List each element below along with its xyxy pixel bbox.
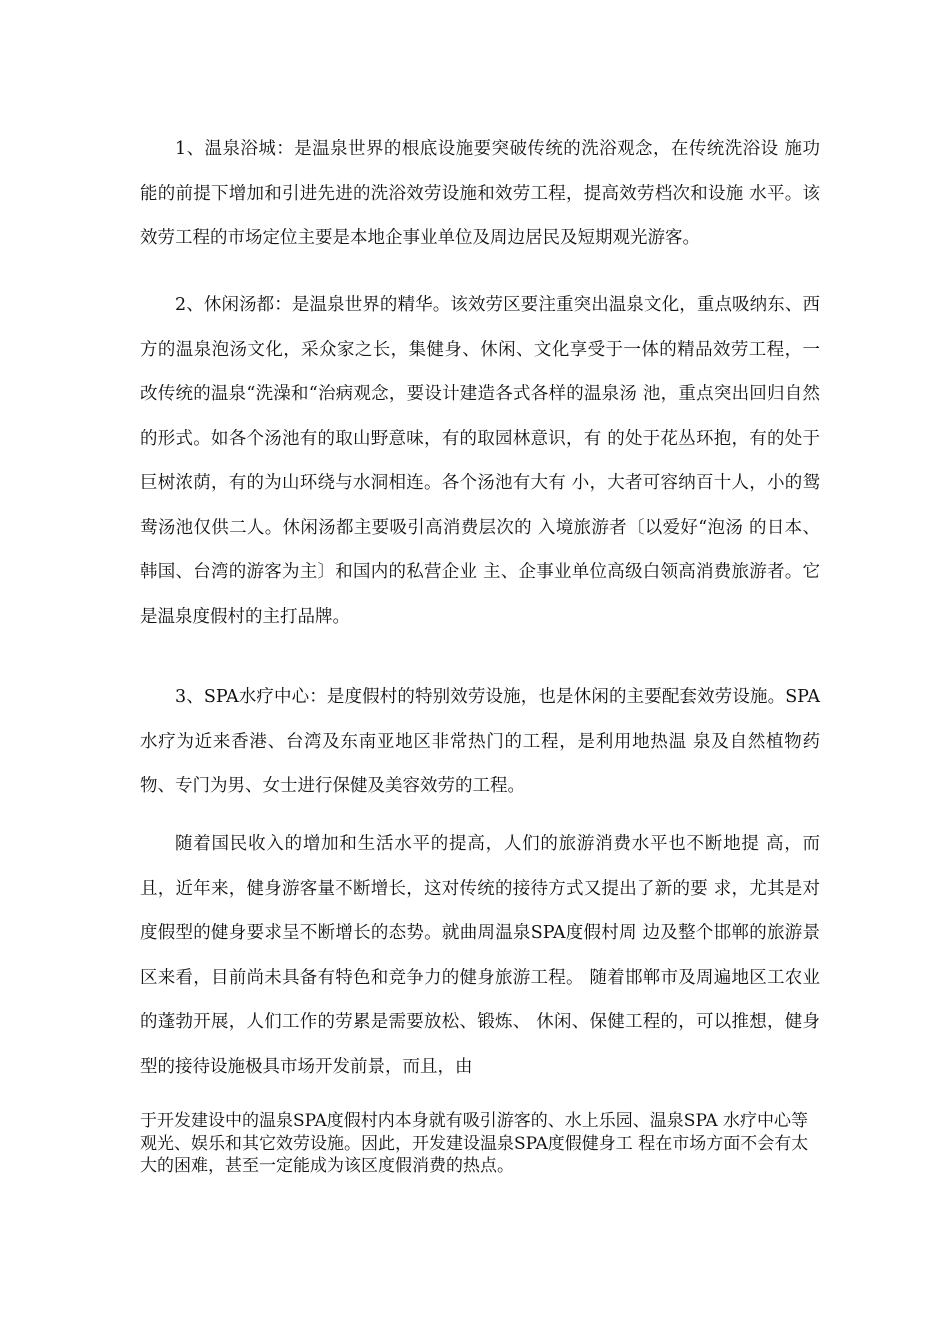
paragraph-market-conclusion: 于开发建设中的温泉SPA度假村内本身就有吸引游客的、水上乐园、温泉SPA 水疗中心等观光、娱乐和其它效劳设施。因此，开发建设温泉SPA度假健身工 程在市场方面不会有太大的困难，甚至一定能成为该区度假消费的热点。 <box>140 1111 809 1176</box>
paragraph-hot-spring-bath-city: 1、温泉浴城：是温泉世界的根底设施要突破传统的洗浴观念，在传统洗浴设 施功能的前提下增加和引进先进的洗浴效劳设施和效劳工程，提高效劳档次和设施 水平。该效劳工程的市场定位主要是本地企事业单位及周边居民及短期观光游客。 <box>140 139 820 248</box>
paragraph-leisure-spa-capital: 2、休闲汤都：是温泉世界的精华。该效劳区要注重突出温泉文化，重点吸纳东、西方的温泉泡汤文化，采众家之长，集健身、休闲、文化享受于一体的精品效劳工程，一改传统的温泉“洗澡和“治病观念，要设计建造各式各样的温泉汤 池，重点突出回归自然的形式。如各个汤池有的取山野意味，有的取园林意识，有 的处于花丛环抱，有的处于巨树浓荫，有的为山环绕与水洞相连。各个汤池有大有 小，大者可容纳百十人，小的鸳鸯汤池仅供二人。休闲汤都主要吸引高消费层次的 入境旅游者〔以爱好“泡汤 的日本、韩国、台湾的游客为主〕和国内的私营企业 主、企事业单位高级白领高消费旅游者。它是温泉度假村的主打品牌。 <box>140 295 820 627</box>
paragraph-spa-center: 3、SPA水疗中心：是度假村的特别效劳设施，也是休闲的主要配套效劳设施。SPA水疗为近来香港、台湾及东南亚地区非常热门的工程，是利用地热温 泉及自然植物药物、专门为男、女士进行保健及美容效劳的工程。 <box>140 687 820 796</box>
paragraph-market-analysis: 随着国民收入的增加和生活水平的提高，人们的旅游消费水平也不断地提 高，而且，近年来，健身游客量不断增长，这对传统的接待方式又提出了新的要 求，尤其是对度假型的健身要求呈不断增长的态势。就曲周温泉SPA度假村周 边及整个邯郸的旅游景区来看，目前尚未具备有特色和竞争力的健身旅游工程。 随着邯郸市及周遍地区工农业的蓬勃开展，人们工作的劳累是需要放松、锻炼、 休闲、保健工程的，可以推想，健身型的接待设施极具市场开发前景，而且，由 <box>140 834 820 1077</box>
